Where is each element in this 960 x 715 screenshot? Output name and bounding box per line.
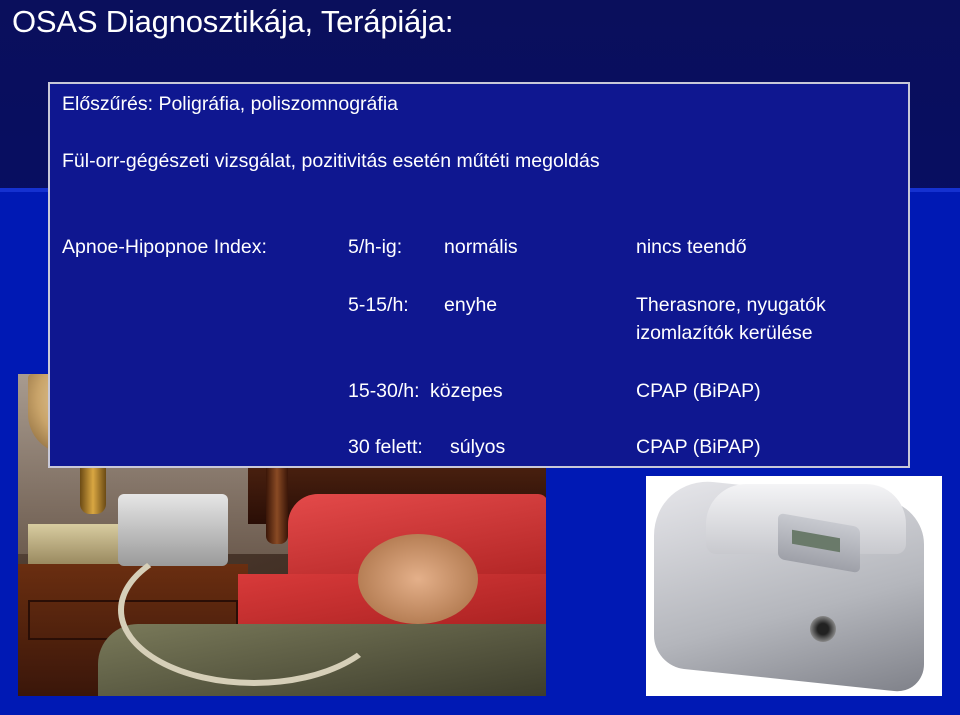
row-range: 5-15/h: <box>348 294 409 316</box>
cpap-device-photo <box>646 476 942 696</box>
row-severity: közepes <box>430 380 503 402</box>
slide-title: OSAS Diagnosztikája, Terápiája: <box>12 4 454 39</box>
photo-books <box>28 524 123 564</box>
row-range: 5/h-ig: <box>348 236 403 258</box>
cpap-port <box>810 616 836 642</box>
screening-line: Előszűrés: Poligráfia, poliszomnográfia <box>62 93 398 115</box>
photo-cpap-tube <box>118 534 390 686</box>
content-box <box>48 82 910 468</box>
row-severity: súlyos <box>450 436 506 458</box>
ahi-label: Apnoe-Hipopnoe Index: <box>62 236 267 258</box>
row-action-cont: izomlazítók kerülése <box>636 322 813 344</box>
row-action: CPAP (BiPAP) <box>636 436 761 458</box>
row-action: Therasnore, nyugatók <box>636 294 826 316</box>
row-range: 15-30/h: <box>348 380 420 402</box>
row-range: 30 felett: <box>348 436 423 458</box>
row-action: nincs teendő <box>636 236 747 258</box>
ent-line: Fül-orr-gégészeti vizsgálat, pozitivitás esetén műtéti megoldás <box>62 150 600 172</box>
row-severity: enyhe <box>444 294 498 316</box>
row-action: CPAP (BiPAP) <box>636 380 761 402</box>
row-severity: normális <box>444 236 518 258</box>
